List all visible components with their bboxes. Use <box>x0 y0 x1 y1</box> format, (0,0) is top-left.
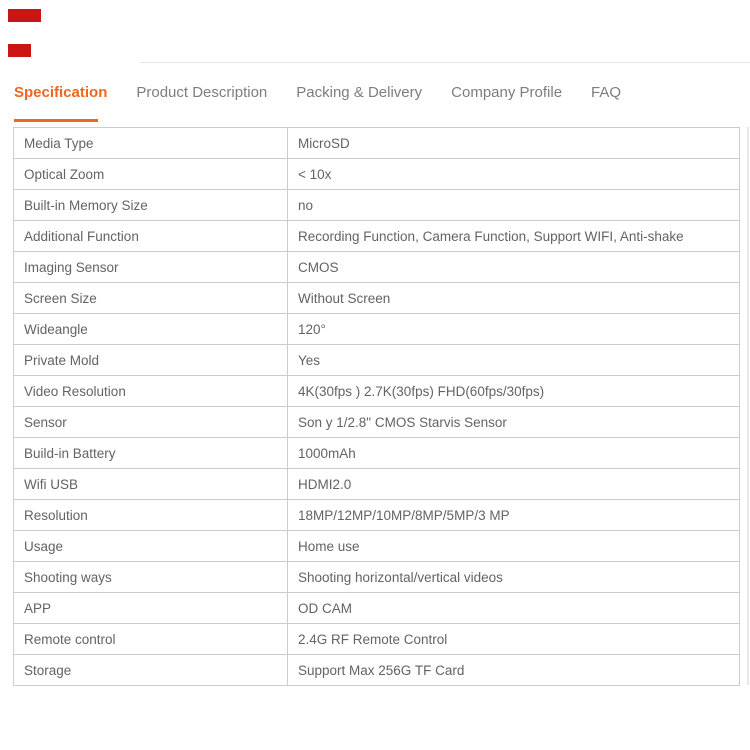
spec-value: OD CAM <box>298 600 352 616</box>
spec-label: Private Mold <box>14 345 288 375</box>
spec-label: APP <box>14 593 288 623</box>
spec-value: 4K(30fps ) 2.7K(30fps) FHD(60fps/30fps) <box>298 383 545 399</box>
spec-value: Shooting horizontal/vertical videos <box>298 569 503 585</box>
tab-packing-delivery[interactable]: Packing & Delivery <box>296 84 423 101</box>
spec-label: Imaging Sensor <box>14 252 288 282</box>
spec-row <box>14 562 739 593</box>
spec-label: Resolution <box>14 500 288 530</box>
spec-row <box>14 345 739 376</box>
spec-row <box>14 314 739 345</box>
spec-label: Wifi USB <box>14 469 288 499</box>
active-tab-underline <box>14 119 98 122</box>
top-divider-line <box>140 62 750 63</box>
spec-label: Shooting ways <box>14 562 288 592</box>
spec-label: Wideangle <box>14 314 288 344</box>
spec-row <box>14 469 739 500</box>
spec-label: Usage <box>14 531 288 561</box>
spec-table <box>13 127 740 686</box>
spec-value: Son y 1/2.8" CMOS Starvis Sensor <box>298 414 507 430</box>
spec-label: Remote control <box>14 624 288 654</box>
spec-label: Media Type <box>14 128 288 158</box>
spec-value: Home use <box>298 538 360 554</box>
spec-row <box>14 500 739 531</box>
spec-row <box>14 438 739 469</box>
spec-value: < 10x <box>298 166 332 182</box>
spec-label: Sensor <box>14 407 288 437</box>
spec-row <box>14 407 739 438</box>
spec-value: Without Screen <box>298 290 391 306</box>
spec-row <box>14 283 739 314</box>
spec-row <box>14 190 739 221</box>
right-edge-line <box>747 127 749 685</box>
tab-company-profile[interactable]: Company Profile <box>451 84 563 101</box>
spec-row <box>14 159 739 190</box>
spec-label: Built-in Memory Size <box>14 190 288 220</box>
spec-value: Support Max 256G TF Card <box>298 662 465 678</box>
spec-value: 1000mAh <box>298 445 356 461</box>
spec-label: Storage <box>14 655 288 685</box>
spec-value: Recording Function, Camera Function, Support WIFI, Anti-shake <box>298 228 684 244</box>
tab-specification[interactable]: Specification <box>14 84 108 101</box>
tab-bar <box>14 84 621 101</box>
spec-value: 2.4G RF Remote Control <box>298 631 448 647</box>
spec-row <box>14 221 739 252</box>
spec-label: Optical Zoom <box>14 159 288 189</box>
spec-label: Additional Function <box>14 221 288 251</box>
spec-row <box>14 624 739 655</box>
spec-label: Screen Size <box>14 283 288 313</box>
spec-value: 120° <box>298 321 326 337</box>
spec-label: Video Resolution <box>14 376 288 406</box>
red-annotation-mark-top <box>8 9 41 22</box>
spec-value: 18MP/12MP/10MP/8MP/5MP/3 MP <box>298 507 510 523</box>
spec-row <box>14 593 739 624</box>
spec-value: CMOS <box>298 259 339 275</box>
spec-value: HDMI2.0 <box>298 476 352 492</box>
tab-product-description[interactable]: Product Description <box>136 84 268 101</box>
spec-row <box>14 531 739 562</box>
spec-row <box>14 376 739 407</box>
tab-faq[interactable]: FAQ <box>591 84 622 101</box>
spec-label: Build-in Battery <box>14 438 288 468</box>
spec-row <box>14 128 739 159</box>
spec-value: MicroSD <box>298 135 350 151</box>
spec-row <box>14 252 739 283</box>
spec-value: Yes <box>298 352 321 368</box>
spec-row <box>14 655 739 686</box>
red-annotation-mark-second <box>8 44 31 57</box>
spec-value: no <box>298 197 314 213</box>
